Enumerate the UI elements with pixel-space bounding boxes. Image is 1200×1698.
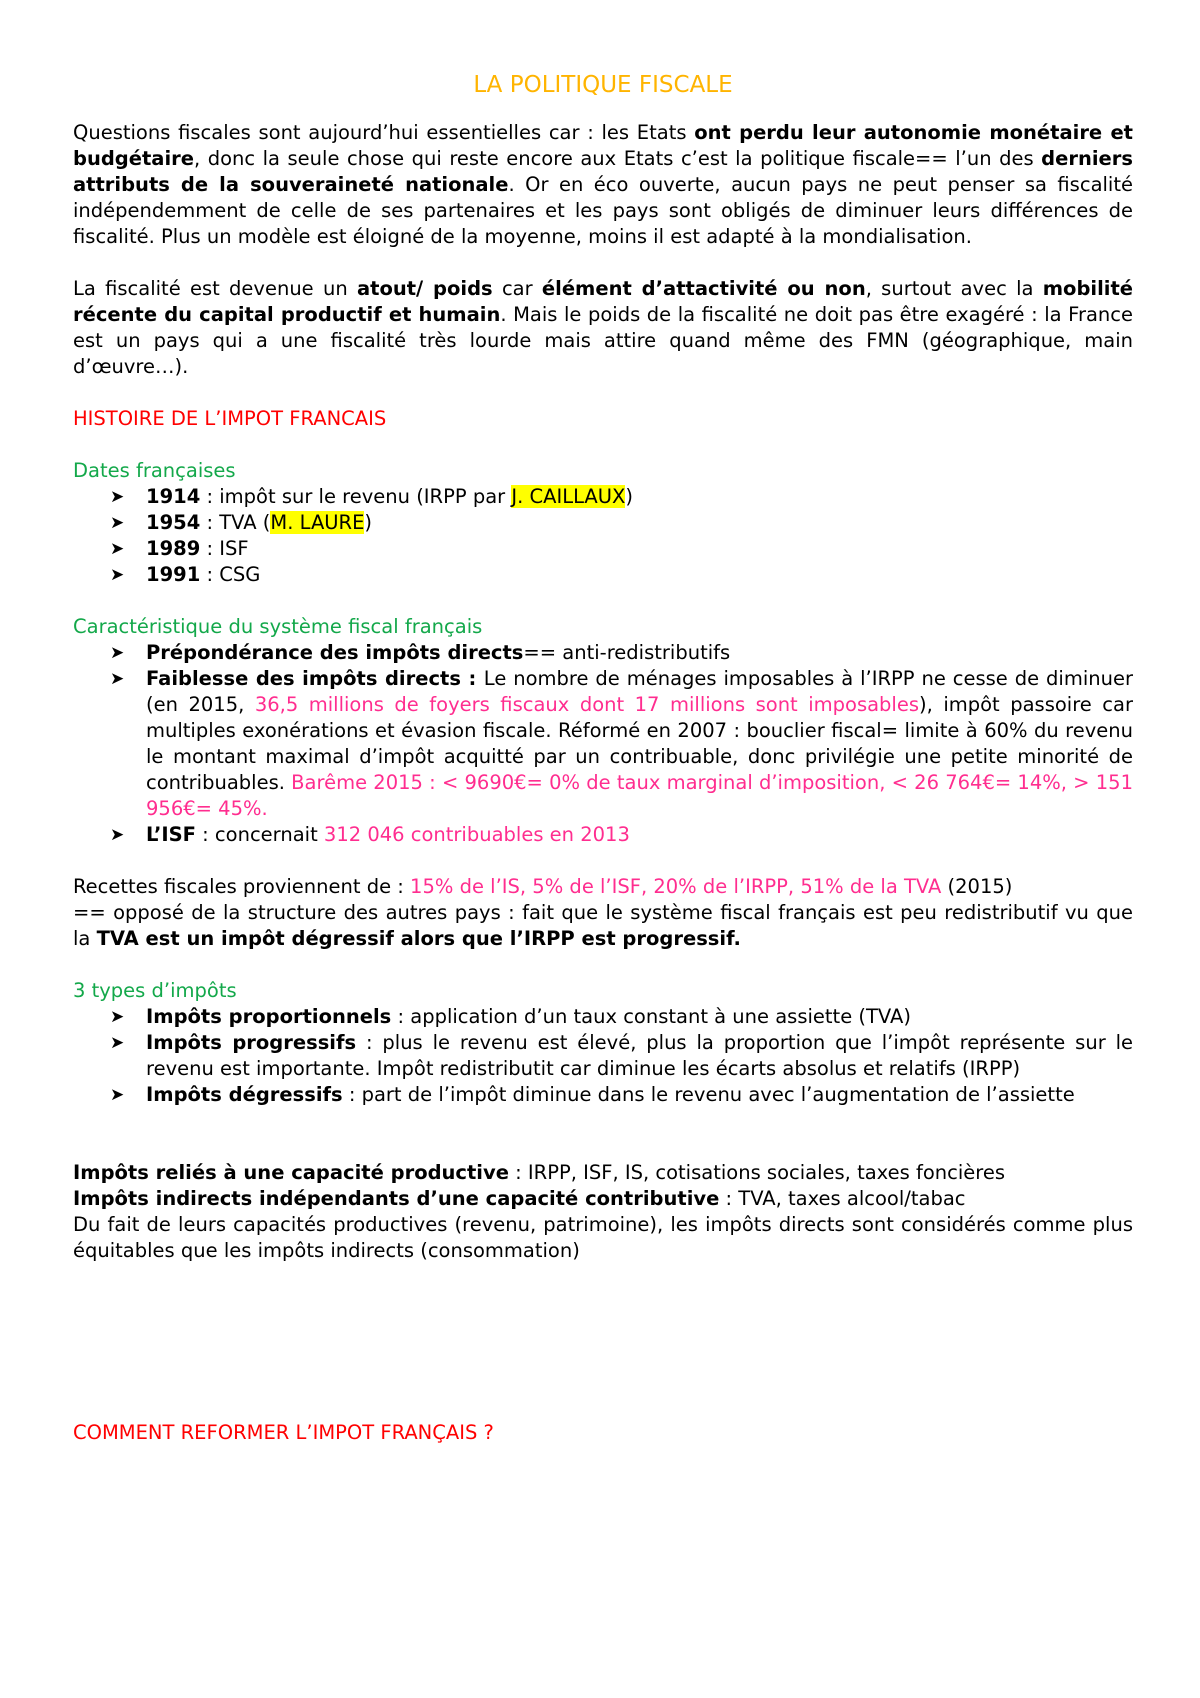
arrow-bullet-icon: ➤	[110, 565, 125, 585]
intro-text-2: , donc la seule chose qui reste encore aux Etats c’est la politique fiscale== l’un des	[194, 147, 1042, 170]
list-item	[110, 822, 1133, 848]
capacite-productive-paragraph	[73, 1160, 1133, 1186]
item-bold: Faiblesse des impôts directs :	[146, 667, 484, 690]
item-pink-text: 36,5 millions de foyers fiscaux dont 17 millions sont imposables	[254, 693, 920, 716]
list-item	[110, 1030, 1133, 1082]
final-text-2: : TVA, taxes alcool/tabac	[719, 1187, 966, 1210]
date-text-end: )	[625, 485, 633, 508]
arrow-bullet-icon: ➤	[110, 1033, 125, 1053]
item-pink-text: 312 046 contribuables en 2013	[323, 823, 630, 846]
item-text: : concernait	[195, 823, 324, 846]
intro-text-1: Questions fiscales sont aujourd’hui essentielles car : les Etats	[73, 121, 695, 144]
document-page	[73, 70, 1133, 1446]
list-item	[110, 640, 1133, 666]
arrow-bullet-icon: ➤	[110, 513, 125, 533]
subheading-caracteristique: Caractéristique du système fiscal français	[73, 615, 483, 638]
date-text: : impôt sur le revenu (IRPP par	[200, 485, 512, 508]
structure-paragraph	[73, 900, 1133, 952]
item-bold: Impôts progressifs	[146, 1031, 357, 1054]
subheading-types: 3 types d’impôts	[73, 979, 237, 1002]
recettes-paragraph	[73, 874, 1133, 900]
structure-text: == opposé de la structure des autres pays : fait que le système fiscal français est peu redistributif vu que la	[73, 901, 1133, 950]
item-text: : part de l’impôt diminue dans le revenu avec l’augmentation de l’assiette	[342, 1083, 1075, 1106]
final-text-3: Du fait de leurs capacités productives (revenu, patrimoine), les impôts directs sont considérés comme plus équitables que les impôts indirects (consommation)	[73, 1213, 1133, 1262]
intro-text-3: . Or en éco ouverte, aucun pays ne peut penser sa fiscalité indépendemment de celle de ses partenaires et les pays sont obligés de diminuer leurs différences de fiscalité. Plus un modèle est éloigné de la moyenne, moins il est adapté à la mondialisation.	[73, 173, 1133, 248]
list-item	[110, 510, 1133, 536]
final-bold-1: Impôts reliés à une capacité productive	[73, 1161, 509, 1184]
recettes-pink-text: 15% de l’IS, 5% de l’ISF, 20% de l’IRPP, 51% de la TVA	[410, 875, 942, 898]
page-title: LA POLITIQUE FISCALE	[473, 72, 733, 98]
arrow-bullet-icon: ➤	[110, 487, 125, 507]
list-item	[110, 666, 1133, 822]
dates-list	[73, 484, 1133, 588]
section-heading-histoire: HISTOIRE DE L’IMPOT FRANCAIS	[73, 407, 387, 430]
para2-bold-3: mobilité récente du capital productif et humain	[73, 277, 1134, 326]
item-bold: L’ISF	[146, 823, 196, 846]
para2-text-1: La fiscalité est devenue un	[73, 277, 357, 300]
subheading-dates: Dates françaises	[73, 459, 236, 482]
arrow-bullet-icon: ➤	[110, 1085, 125, 1105]
recettes-text: Recettes fiscales proviennent de :	[73, 875, 411, 898]
equity-paragraph	[73, 1212, 1133, 1264]
section-heading-reforme: COMMENT REFORMER L’IMPOT FRANÇAIS ?	[73, 1421, 494, 1444]
para2-bold-1: atout/ poids	[356, 277, 493, 300]
list-item	[110, 536, 1133, 562]
arrow-bullet-icon: ➤	[110, 539, 125, 559]
arrow-bullet-icon: ➤	[110, 1007, 125, 1027]
para2-bold-2: élément d’attactivité ou non	[541, 277, 866, 300]
structure-bold: TVA est un impôt dégressif alors que l’IRPP est progressif.	[96, 927, 741, 950]
final-text-1: : IRPP, ISF, IS, cotisations sociales, taxes foncières	[508, 1161, 1005, 1184]
para2-text-2: car	[492, 277, 542, 300]
recettes-year: (2015)	[941, 875, 1013, 898]
attractivity-paragraph	[73, 276, 1133, 380]
capacite-contributive-paragraph	[73, 1186, 1133, 1212]
item-text: : plus le revenu est élevé, plus la proportion que l’impôt représente sur le revenu est importante. Impôt redistributit car diminue les écarts absolus et relatifs (IRPP)	[146, 1031, 1133, 1080]
item-text: ), impôt passoire car multiples exonérations et évasion fiscale. Réformé en 2007 : bouclier fiscal= limite à 60% du revenu le montant maximal d’impôt acquitté par un contribuable, donc privilégie une petite minorité de contribuables.	[146, 693, 1133, 794]
item-bold: Impôts dégressifs	[146, 1083, 343, 1106]
list-item	[110, 484, 1133, 510]
intro-bold-1: ont perdu leur autonomie monétaire et budgétaire	[73, 121, 1134, 170]
date-year: 1991	[146, 563, 201, 586]
arrow-bullet-icon: ➤	[110, 825, 125, 845]
para2-text-3: , surtout avec la	[865, 277, 1043, 300]
caracteristique-list	[73, 640, 1133, 848]
types-list	[73, 1004, 1133, 1108]
final-bold-2: Impôts indirects indépendants d’une capacité contributive	[73, 1187, 720, 1210]
intro-bold-2: derniers attributs de la souveraineté nationale	[73, 147, 1133, 196]
date-year: 1914	[146, 485, 201, 508]
list-item	[110, 1082, 1133, 1108]
item-text: == anti-redistributifs	[523, 641, 731, 664]
date-text: : CSG	[200, 563, 261, 586]
date-year: 1989	[146, 537, 201, 560]
date-year: 1954	[146, 511, 201, 534]
date-text: : TVA (	[200, 511, 271, 534]
highlighted-name: M. LAURE	[270, 511, 365, 534]
highlighted-name: J. CAILLAUX	[511, 485, 626, 508]
item-pink-text: Barême 2015 : < 9690€= 0% de taux marginal d’imposition, < 26 764€= 14%, > 151 956€= 45%.	[146, 771, 1133, 820]
intro-paragraph	[73, 120, 1133, 250]
date-text-end: )	[364, 511, 373, 534]
para2-text-4: . Mais le poids de la fiscalité ne doit pas être exagéré : la France est un pays qui a une fiscalité très lourde mais attire quand même des FMN (géographique, main d’œuvre…).	[73, 303, 1133, 378]
item-text: : application d’un taux constant à une assiette (TVA)	[391, 1005, 911, 1028]
item-text: Le nombre de ménages imposables à l’IRPP ne cesse de diminuer (en 2015,	[146, 667, 1133, 716]
list-item	[110, 562, 1133, 588]
item-bold: Impôts proportionnels	[146, 1005, 392, 1028]
date-text: : ISF	[200, 537, 249, 560]
item-bold: Prépondérance des impôts directs	[146, 641, 524, 664]
arrow-bullet-icon: ➤	[110, 643, 125, 663]
arrow-bullet-icon: ➤	[110, 669, 125, 689]
list-item	[110, 1004, 1133, 1030]
